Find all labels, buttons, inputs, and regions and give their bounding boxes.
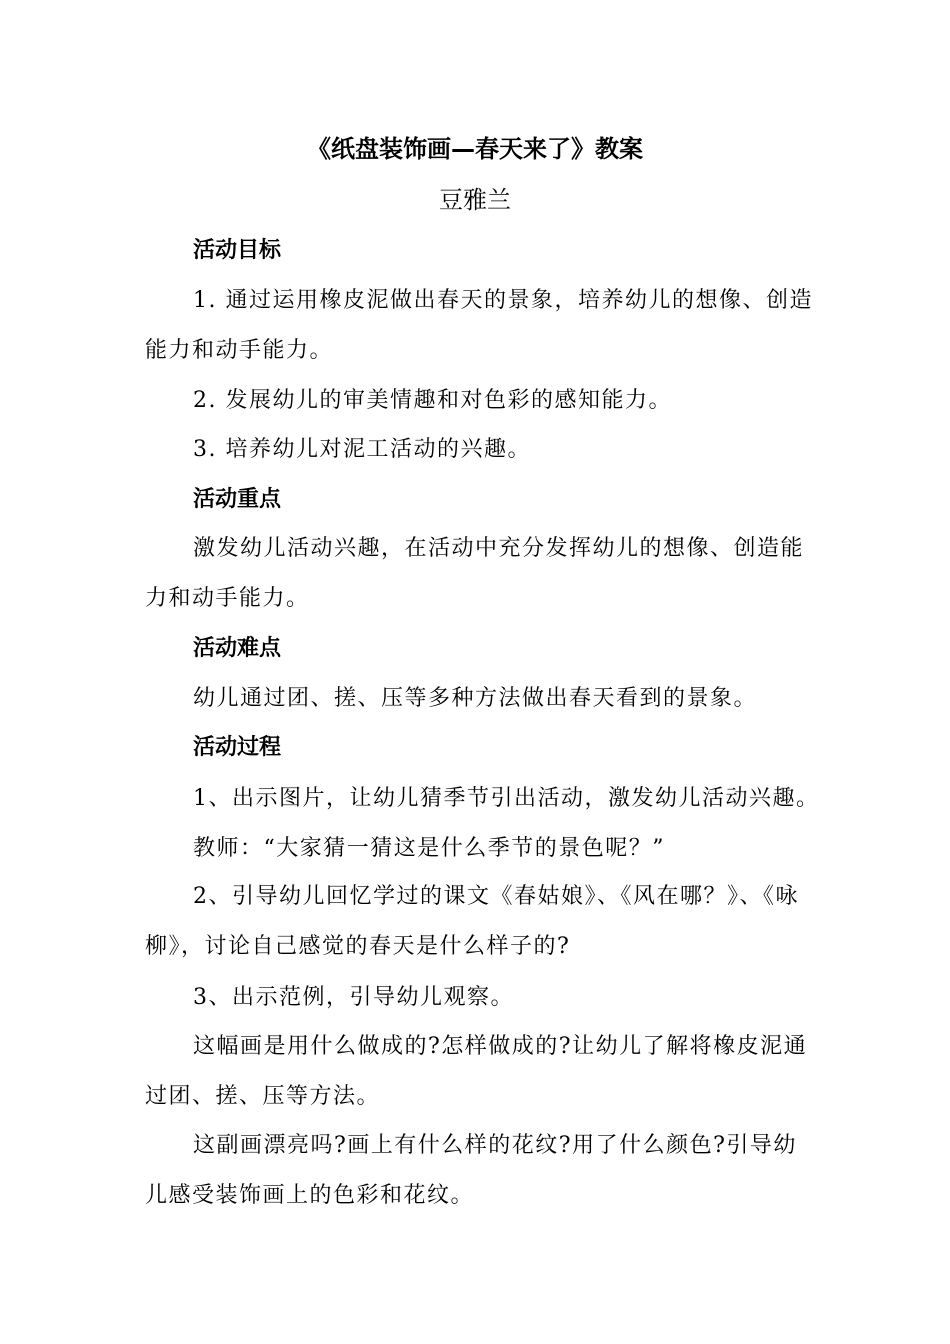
section-heading-key-point: 活动重点 [193, 487, 282, 512]
process-item-3: 2、引导幼儿回忆学过的课文《春姑娘》、《风在哪？》、《咏柳》，讨论自己感觉的春天是什么样子的? [145, 884, 799, 959]
difficulty-text: 幼儿通过团、搓、压等多种方法做出春天看到的景象。 [193, 686, 758, 711]
document-title: 《纸盘装饰画—春天来了》教案 [307, 135, 643, 163]
process-item-4: 3、出示范例，引导幼儿观察。 [193, 985, 514, 1010]
section-heading-difficulty: 活动难点 [193, 636, 282, 661]
process-item-5: 这幅画是用什么做成的?怎样做成的?让幼儿了解将橡皮泥通过团、搓、压等方法。 [145, 1034, 808, 1109]
goal-item-1: 1. 通过运用橡皮泥做出春天的景象，培养幼儿的想像、创造能力和动手能力。 [145, 288, 813, 363]
process-item-2: 教师：“大家猜一猜这是什么季节的景色呢？” [193, 836, 665, 861]
section-heading-process: 活动过程 [193, 735, 282, 760]
goal-item-2: 2. 发展幼儿的审美情趣和对色彩的感知能力。 [193, 388, 672, 413]
goal-item-3: 3. 培养幼儿对泥工活动的兴趣。 [193, 437, 531, 462]
section-heading-goals: 活动目标 [193, 238, 282, 263]
process-item-1: 1、出示图片，让幼儿猜季节引出活动，激发幼儿活动兴趣。 [193, 786, 820, 811]
document-author: 豆雅兰 [439, 186, 511, 214]
process-item-6: 这副画漂亮吗?画上有什么样的花纹?用了什么颜色?引导幼儿感受装饰画上的色彩和花纹。 [145, 1133, 797, 1208]
key-point-text: 激发幼儿活动兴趣，在活动中充分发挥幼儿的想像、创造能力和动手能力。 [145, 536, 805, 611]
